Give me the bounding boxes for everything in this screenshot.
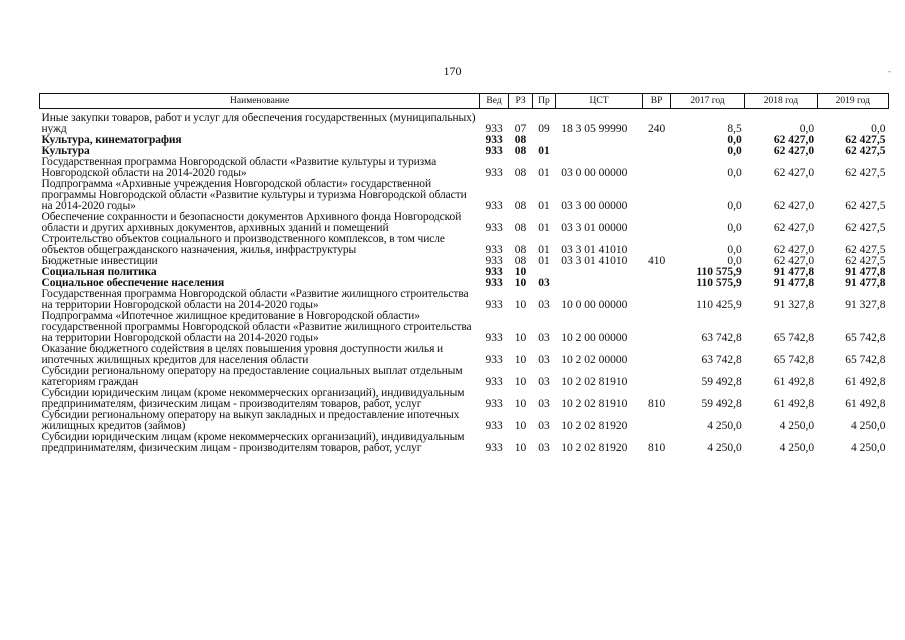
cell-cst: 10 0 00 00000 xyxy=(561,299,628,311)
cell-name: Субсидии юридическим лицам (кроме некоммерческих организаций), индивидуальным предпринимателям, физическим лицам - производителям товаров, работ, услуг xyxy=(41,431,465,454)
cell-y2019: 62 427,5 xyxy=(845,134,886,146)
cell-y2019: 61 492,8 xyxy=(845,376,886,388)
cell-ved: 933 xyxy=(485,442,503,454)
cell-rz: 10 xyxy=(514,266,527,278)
cell-y2017: 63 742,8 xyxy=(701,354,742,366)
cell-name: Государственная программа Новгородской области «Развитие культуры и туризма Новгородской области на 2014-2020 годы» xyxy=(41,156,437,179)
cell-y2018: 65 742,8 xyxy=(773,332,815,344)
header-name: Наименование xyxy=(40,94,480,109)
cell-y2019: 91 477,8 xyxy=(845,277,886,289)
cell-vr xyxy=(643,278,671,289)
cell-ved: 933 xyxy=(485,420,503,432)
cell-y2018: 62 427,0 xyxy=(773,200,815,212)
header-rz: РЗ xyxy=(508,94,532,109)
cell-pr: 01 xyxy=(538,244,550,256)
cell-pr: 03 xyxy=(538,354,550,366)
cell-y2017: 4 250,0 xyxy=(707,442,742,454)
cell-y2019: 62 427,5 xyxy=(845,244,886,256)
header-2019: 2019 год xyxy=(817,94,888,109)
cell-rz: 07 xyxy=(514,123,527,135)
cell-y2017: 59 492,8 xyxy=(701,398,742,410)
edge-mark: - xyxy=(888,66,891,76)
cell-cst: 03 3 00 00000 xyxy=(561,200,628,212)
cell-rz: 08 xyxy=(514,244,527,256)
cell-cst: 03 3 01 41010 xyxy=(561,255,628,267)
cell-y2019: 62 427,5 xyxy=(845,145,886,157)
cell-rz: 10 xyxy=(514,420,527,432)
header-cst: ЦСТ xyxy=(555,94,643,109)
cell-ved: 933 xyxy=(485,376,503,388)
cell-pr: 03 xyxy=(538,376,550,388)
cell-y2018: 65 742,8 xyxy=(773,354,815,366)
cell-vr xyxy=(643,410,671,432)
cell-pr: 03 xyxy=(538,277,550,289)
cell-vr xyxy=(643,135,671,146)
header-ved: Вед xyxy=(480,94,509,109)
cell-pr: 03 xyxy=(538,398,550,410)
cell-name: Субсидии юридическим лицам (кроме некоммерческих организаций), индивидуальным предпринимателям, физическим лицам - производителям товаров, работ, услуг xyxy=(41,387,465,410)
cell-vr: 810 xyxy=(647,442,666,454)
cell-cst: 10 2 00 00000 xyxy=(561,332,628,344)
cell-name: Иные закупки товаров, работ и услуг для обеспечения государственных (муниципальных) нужд xyxy=(41,112,476,135)
cell-vr xyxy=(643,157,671,179)
cell-pr: 03 xyxy=(538,299,550,311)
cell-pr: 01 xyxy=(538,200,550,212)
cell-name: Социальная политика xyxy=(41,266,157,278)
cell-vr xyxy=(643,366,671,388)
cell-pr: 03 xyxy=(538,442,550,454)
cell-y2018: 4 250,0 xyxy=(779,420,815,432)
cell-name: Обеспечение сохранности и безопасности документов Архивного фонда Новгородской области и других архивных документов, архивных зданий и помещений xyxy=(41,211,462,234)
cell-y2018: 62 427,0 xyxy=(773,244,815,256)
cell-vr: 810 xyxy=(647,398,666,410)
table-row xyxy=(40,179,889,212)
table-row xyxy=(40,388,889,410)
cell-cst: 10 2 02 81910 xyxy=(561,398,628,410)
cell-pr: 03 xyxy=(538,420,550,432)
cell-y2018: 62 427,0 xyxy=(773,255,815,267)
cell-cst: 10 2 02 81910 xyxy=(561,376,628,388)
cell-rz: 08 xyxy=(514,200,527,212)
cell-cst: 10 2 02 81920 xyxy=(561,442,628,454)
cell-ved: 933 xyxy=(485,299,503,311)
cell-cst: 03 0 00 00000 xyxy=(561,167,628,179)
cell-ved: 933 xyxy=(485,134,503,146)
cell-y2019: 0,0 xyxy=(871,123,886,135)
cell-y2017: 63 742,8 xyxy=(701,332,742,344)
table-row xyxy=(40,344,889,366)
page-number: 170 xyxy=(443,64,462,78)
cell-rz: 10 xyxy=(514,398,527,410)
cell-vr: 240 xyxy=(647,123,666,135)
cell-y2019: 4 250,0 xyxy=(851,420,886,432)
cell-cst: 03 3 01 41010 xyxy=(561,244,628,256)
cell-rz: 10 xyxy=(514,332,527,344)
cell-ved: 933 xyxy=(485,222,503,234)
cell-ved: 933 xyxy=(485,277,503,289)
cell-name: Подпрограмма «Архивные учреждения Новгородской области» государственной программы Новгородской области «Развитие культуры и туризма Новгородской области на 2014-2020 годы» xyxy=(41,178,467,212)
cell-y2019: 62 427,5 xyxy=(845,167,886,179)
table-header xyxy=(40,94,889,109)
cell-vr xyxy=(643,179,671,212)
cell-pr: 01 xyxy=(538,222,550,234)
table-row xyxy=(40,109,889,136)
cell-rz: 08 xyxy=(514,222,527,234)
cell-cst xyxy=(555,278,643,289)
cell-y2019: 62 427,5 xyxy=(845,222,886,234)
cell-cst xyxy=(555,267,643,278)
header-row xyxy=(40,94,889,109)
table-row xyxy=(40,135,889,146)
cell-y2018: 61 492,8 xyxy=(773,398,815,410)
cell-y2019: 62 427,5 xyxy=(845,255,886,267)
cell-ved: 933 xyxy=(485,244,503,256)
cell-y2018: 0,0 xyxy=(799,123,815,135)
cell-y2019: 4 250,0 xyxy=(851,442,886,454)
cell-y2018: 91 477,8 xyxy=(773,266,815,278)
cell-y2017: 0,0 xyxy=(727,244,742,256)
cell-y2017: 4 250,0 xyxy=(707,420,742,432)
header-vr: ВР xyxy=(643,94,671,109)
cell-y2018: 62 427,0 xyxy=(773,134,815,146)
cell-rz: 10 xyxy=(514,299,527,311)
header-pr: Пр xyxy=(533,94,555,109)
table-row xyxy=(40,432,889,454)
cell-y2019: 61 492,8 xyxy=(845,398,886,410)
cell-y2019: 91 477,8 xyxy=(845,266,886,278)
cell-y2017: 0,0 xyxy=(727,134,742,146)
table-row xyxy=(40,410,889,432)
cell-ved: 933 xyxy=(485,167,503,179)
cell-y2018: 62 427,0 xyxy=(773,222,815,234)
cell-rz: 10 xyxy=(514,354,527,366)
cell-vr xyxy=(643,234,671,256)
cell-vr xyxy=(643,289,671,311)
cell-vr xyxy=(643,212,671,234)
cell-y2017: 110 425,9 xyxy=(696,299,742,311)
cell-name: Культура xyxy=(41,145,90,157)
table-row xyxy=(40,366,889,388)
cell-rz: 08 xyxy=(514,255,527,267)
cell-name: Оказание бюджетного содействия в целях повышения уровня доступности жилья и ипотечных жилищных кредитов для населения области xyxy=(41,343,444,366)
cell-pr: 01 xyxy=(538,145,550,157)
table-row xyxy=(40,256,889,267)
cell-cst xyxy=(555,146,643,157)
cell-ved: 933 xyxy=(485,354,503,366)
cell-ved: 933 xyxy=(485,145,503,157)
cell-name: Строительство объектов социального и производственного комплексов, в том числе объектов общегражданского назначения, жилья, инфраструктуры xyxy=(41,233,445,256)
cell-name: Бюджетные инвестиции xyxy=(41,255,158,267)
cell-y2018: 4 250,0 xyxy=(779,442,815,454)
cell-ved: 933 xyxy=(485,398,503,410)
cell-pr: 03 xyxy=(538,332,550,344)
cell-y2017: 59 492,8 xyxy=(701,376,742,388)
cell-y2017: 110 575,9 xyxy=(696,266,742,278)
cell-y2017: 110 575,9 xyxy=(696,277,742,289)
cell-y2017: 0,0 xyxy=(727,167,742,179)
cell-vr xyxy=(643,267,671,278)
cell-ved: 933 xyxy=(485,332,503,344)
cell-vr: 410 xyxy=(647,255,666,267)
cell-name: Подпрограмма «Ипотечное жилищное кредитование в Новгородской области» государственной программы Новгородской области «Развитие жилищного строительства на территории Новгородской области на 2014-2020 годы» xyxy=(41,310,472,344)
cell-y2019: 65 742,8 xyxy=(845,332,886,344)
cell-rz: 08 xyxy=(514,167,527,179)
cell-rz: 10 xyxy=(514,277,527,289)
cell-rz: 10 xyxy=(514,442,527,454)
cell-y2017: 8,5 xyxy=(727,123,742,135)
table-row xyxy=(40,289,889,311)
cell-y2018: 62 427,0 xyxy=(773,167,815,179)
header-2017: 2017 год xyxy=(670,94,744,109)
cell-cst xyxy=(555,135,643,146)
table-row xyxy=(40,311,889,344)
budget-table xyxy=(39,93,889,454)
cell-y2019: 62 427,5 xyxy=(845,200,886,212)
cell-vr xyxy=(643,344,671,366)
cell-ved: 933 xyxy=(485,266,503,278)
cell-pr: 01 xyxy=(538,255,550,267)
cell-y2017: 0,0 xyxy=(727,200,742,212)
cell-y2018: 61 492,8 xyxy=(773,376,815,388)
table-row xyxy=(40,157,889,179)
table-row xyxy=(40,212,889,234)
cell-ved: 933 xyxy=(485,123,503,135)
cell-y2017: 0,0 xyxy=(727,222,742,234)
cell-y2019: 65 742,8 xyxy=(845,354,886,366)
cell-name: Субсидии региональному оператору на выкуп закладных и предоставление ипотечных жилищных кредитов (займов) xyxy=(41,409,460,432)
cell-cst: 10 2 02 81920 xyxy=(561,420,628,432)
cell-rz: 08 xyxy=(514,145,527,157)
cell-cst: 03 3 01 00000 xyxy=(561,222,628,234)
cell-y2019: 91 327,8 xyxy=(845,299,886,311)
cell-ved: 933 xyxy=(485,255,503,267)
table-body xyxy=(40,109,889,455)
cell-name: Социальное обеспечение населения xyxy=(41,277,225,289)
cell-cst: 18 3 05 99990 xyxy=(561,123,628,135)
cell-ved: 933 xyxy=(485,200,503,212)
cell-y2018: 91 477,8 xyxy=(773,277,815,289)
cell-y2018: 62 427,0 xyxy=(773,145,815,157)
cell-vr xyxy=(643,311,671,344)
cell-rz: 10 xyxy=(514,376,527,388)
cell-cst: 10 2 02 00000 xyxy=(561,354,628,366)
cell-vr xyxy=(643,146,671,157)
cell-name: Культура, кинематография xyxy=(41,134,182,146)
cell-rz: 08 xyxy=(514,134,527,146)
table-row xyxy=(40,234,889,256)
cell-y2018: 91 327,8 xyxy=(773,299,815,311)
cell-y2017: 0,0 xyxy=(727,145,742,157)
cell-name: Государственная программа Новгородской области «Развитие жилищного строительства на территории Новгородской области на 2014-2020 годы» xyxy=(41,288,469,311)
cell-y2017: 0,0 xyxy=(727,255,742,267)
cell-pr: 09 xyxy=(538,123,550,135)
cell-pr: 01 xyxy=(538,167,550,179)
header-2018: 2018 год xyxy=(745,94,817,109)
cell-name: Субсидии региональному оператору на предоставление социальных выплат отдельным категориям граждан xyxy=(41,365,463,388)
